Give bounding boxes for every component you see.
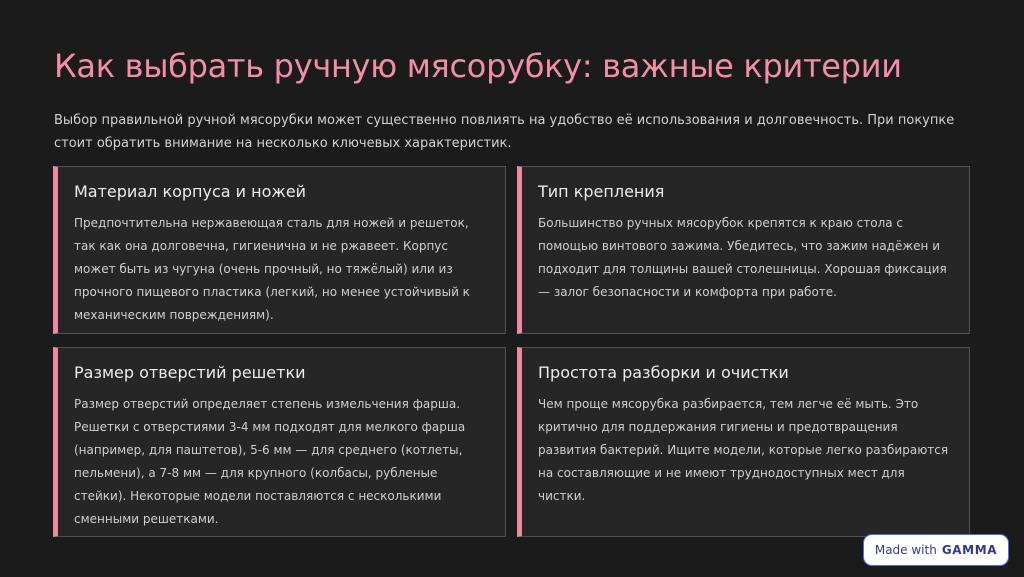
badge-prefix: Made with: [874, 543, 937, 557]
criteria-card-cleaning: [517, 347, 970, 537]
card-title: Материал корпуса и ножей: [74, 182, 307, 201]
slide-title: Как выбрать ручную мясорубку: важные критерии: [54, 47, 902, 85]
card-title: Тип крепления: [538, 182, 665, 201]
intro-paragraph: Выбор правильной ручной мясорубки может существенно повлиять на удобство её использования и долговечность. При покупке стоит обратить внимание на несколько ключевых характеристик.: [54, 113, 955, 151]
criteria-card-mounting: [517, 166, 970, 334]
card-text: Чем проще мясорубка разбирается, тем легче её мыть. Это критично для поддержания гигиены и предотвращения развития бактерий. Ищите модели, которые легко разбираются на составляющие и не имеют труднодоступных мест для чистки.: [538, 397, 949, 503]
card-text: Предпочтительна нержавеющая сталь для ножей и решеток, так как она долговечна, гигиенична и не ржавеет. Корпус может быть из чугуна (очень прочный, но тяжёлый) или из прочного пищевого пластика (легкий, но менее устойчивый к механическим повреждениям).: [74, 216, 470, 322]
card-title: Простота разборки и очистки: [538, 363, 789, 382]
criteria-card-material: [53, 166, 506, 334]
criteria-card-grid-size: [53, 347, 506, 537]
gamma-logo: GAMMA: [941, 543, 998, 557]
card-text: Большинство ручных мясорубок крепятся к краю стола с помощью винтового зажима. Убедитесь, что зажим надёжен и подходит для толщины вашей столешницы. Хорошая фиксация — залог безопасности и комфорта при работе.: [538, 216, 947, 299]
card-title: Размер отверстий решетки: [74, 363, 306, 382]
card-text: Размер отверстий определяет степень измельчения фарша. Решетки с отверстиями 3-4 мм подходят для мелкого фарша (например, для паштетов), 5-6 мм — для среднего (котлеты, пельмени), а 7-8 мм — для крупного (колбасы, рубленые стейки). Некоторые модели поставляются с несколькими сменными решетками.: [74, 397, 466, 526]
made-with-gamma-badge[interactable]: [863, 534, 1009, 566]
